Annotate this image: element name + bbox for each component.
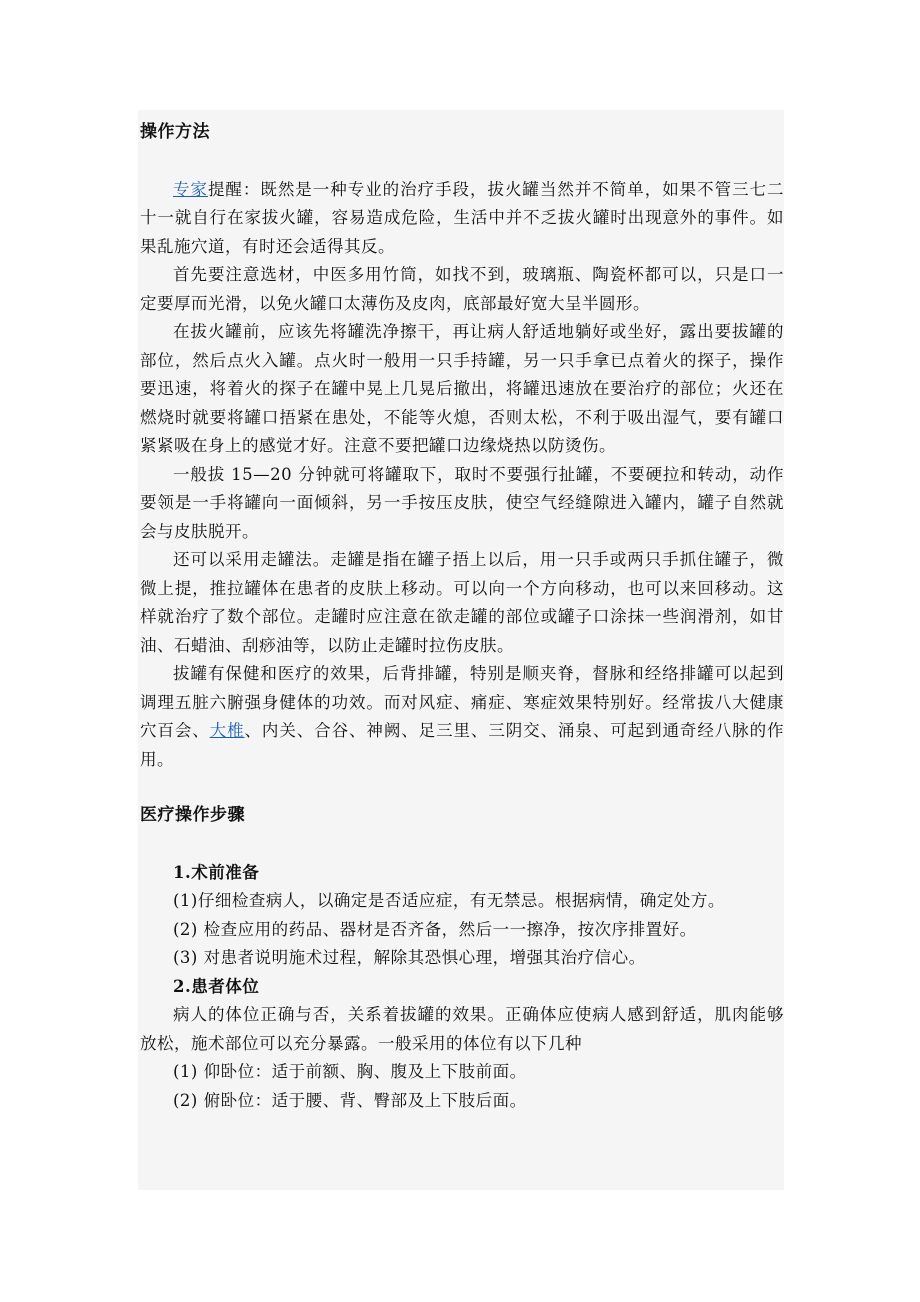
paragraph-moving-cupping: 还可以采用走罐法。走罐是指在罐子捂上以后，用一只手或两只手抓住罐子，微微上提，推拉罐体在患者的皮肤上移动。可以向一个方向移动，也可以来回移动。这样就治疗了数个部位。走罐时应注意在欲走罐的部位或罐子口涂抹一些润滑剂，如甘油、石蜡油、刮痧油等，以防止走罐时拉伤皮肤。 [140, 550, 784, 655]
paragraph-material-selection: 首先要注意选材，中医多用竹筒，如找不到，玻璃瓶、陶瓷杯都可以，只是口一定要厚而光滑，以免火罐口太薄伤及皮肉，底部最好宽大呈半圆形。 [140, 265, 784, 313]
paragraph-removal: 一般拔 15—20 分钟就可将罐取下，取时不要强行扯罐，不要硬拉和转动，动作要领是一手将罐向一面倾斜，另一手按压皮肤，使空气经缝隙进入罐内，罐子自然就会与皮肤脱开。 [140, 464, 784, 541]
dazhui-link[interactable]: 大椎 [209, 721, 245, 740]
paragraph-text: 提醒：既然是一种专业的治疗手段，拔火罐当然并不简单，如果不管三七二十一就自行在家拔火罐，容易造成危险，生活中并不乏拔火罐时出现意外的事件。如果乱施穴道，有时还会适得其反。 [140, 179, 785, 256]
subheading-patient-position: 2.患者体位 [173, 976, 260, 996]
paragraph-text: 拔罐有保健和医疗的效果，后背排罐，特别是顺夹脊，督脉和经络排罐可以起到调理五脏六腑强身健体的功效。而对风症、痛症、寒症效果特别好。经常拔八大健康穴百会、 [140, 664, 784, 740]
step-check-equipment: (2) 检查应用的药品、器材是否齐备，然后一一擦净，按次序排置好。 [173, 919, 697, 939]
expert-link[interactable]: 专家 [173, 179, 208, 199]
position-supine: (1) 仰卧位：适于前额、胸、腹及上下肢前面。 [173, 1062, 527, 1081]
step-explain-procedure: (3) 对患者说明施术过程，解除其恐惧心理，增强其治疗信心。 [173, 948, 646, 967]
paragraph-text: 、内关、合谷、神阙、足三里、三阴交、涌泉、可起到通奇经八脉的作用。 [140, 721, 785, 769]
paragraph-expert-reminder [140, 176, 784, 262]
step-check-patient: (1)仔细检查病人，以确定是否适应症，有无禁忌。根据病情，确定处方。 [173, 891, 725, 910]
section-title-medical-steps: 医疗操作步骤 [140, 805, 245, 825]
subheading-preparation: 1.术前准备 [173, 862, 260, 882]
paragraph-position-intro: 病人的体位正确与否，关系着拔罐的效果。正确体应使病人感到舒适，肌肉能够放松，施术部位可以充分暴露。一般采用的体位有以下几种 [140, 1005, 784, 1053]
section-title-operation-method: 操作方法 [140, 122, 210, 142]
paragraph-health-effects [140, 660, 784, 774]
position-prone: (2) 俯卧位：适于腰、背、臀部及上下肢后面。 [173, 1090, 527, 1110]
paragraph-before-cupping: 在拔火罐前，应该先将罐洗净擦干，再让病人舒适地躺好或坐好，露出要拔罐的部位，然后点火入罐。点火时一般用一只手持罐，另一只手拿已点着火的探子，操作要迅速，将着火的探子在罐中晃上几晃后撤出，将罐迅速放在要治疗的部位；火还在燃烧时就要将罐口捂紧在患处，不能等火熄，否则太松，不利于吸出湿气，要有罐口紧紧吸在身上的感觉才好。注意不要把罐口边缘烧热以防烫伤。 [140, 322, 784, 455]
document-content [140, 110, 784, 1115]
